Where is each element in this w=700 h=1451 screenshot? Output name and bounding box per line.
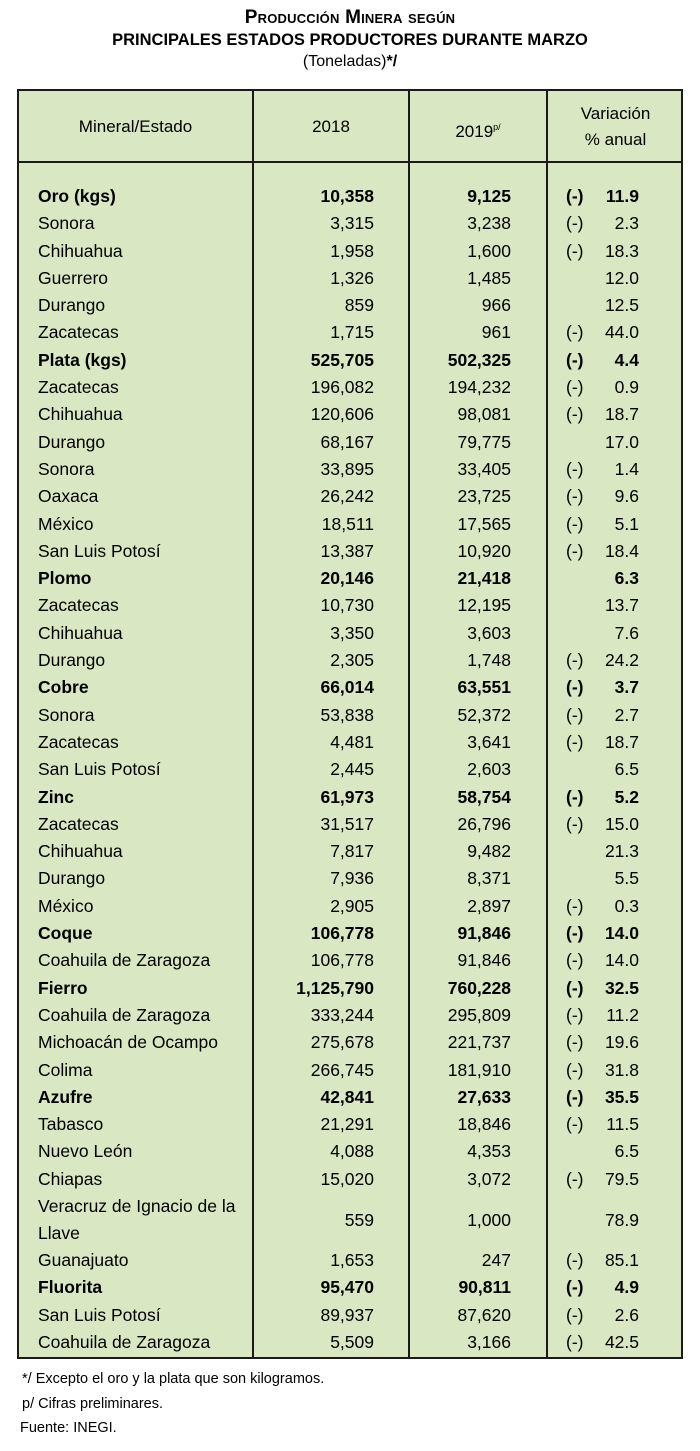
variation-percent: 5.5 [614, 868, 639, 889]
value-2019: 1,748 [467, 650, 511, 671]
variation-percent: 31.8 [604, 1059, 639, 1080]
variation-percent: 35.5 [604, 1086, 639, 1107]
state-row [19, 429, 681, 456]
variation-percent: 19.6 [604, 1032, 639, 1053]
variation-percent: 6.5 [614, 1141, 639, 1162]
value-2019: 23,725 [457, 486, 511, 507]
variation-percent: 7.6 [614, 622, 639, 643]
state-row [19, 319, 681, 346]
state-row [19, 238, 681, 265]
variation-percent: 85.1 [604, 1249, 639, 1270]
state-row [19, 647, 681, 674]
negative-sign: (-) [566, 1331, 584, 1352]
value-2019: 502,325 [447, 349, 511, 370]
state-row [19, 483, 681, 510]
value-2019: 3,238 [467, 213, 511, 234]
variation-percent: 17.0 [604, 431, 639, 452]
value-2019: 58,754 [457, 786, 511, 807]
mineral-row [19, 1084, 681, 1111]
variation-percent: 21.3 [604, 841, 639, 862]
variation-percent: 1.4 [614, 458, 639, 479]
row-name: Durango [38, 650, 106, 671]
value-2019: 26,796 [457, 813, 511, 834]
state-row [19, 729, 681, 756]
value-2019: 63,551 [457, 677, 511, 698]
value-2019: 1,485 [467, 267, 511, 288]
negative-sign: (-) [566, 404, 584, 425]
value-2018: 120,606 [310, 404, 374, 425]
negative-sign: (-) [566, 540, 584, 561]
row-name: Michoacán de Ocampo [38, 1032, 218, 1053]
negative-sign: (-) [566, 1277, 584, 1298]
variation-percent: 79.5 [604, 1168, 639, 1189]
value-2019: 87,620 [457, 1304, 511, 1325]
mineral-row [19, 1274, 681, 1301]
value-2018: 53,838 [320, 704, 374, 725]
mineral-row [19, 347, 681, 374]
value-2019: 52,372 [457, 704, 511, 725]
state-row [19, 1329, 681, 1356]
variation-percent: 32.5 [604, 977, 639, 998]
header-variacion-line2: % anual [584, 130, 647, 149]
value-2019: 295,809 [447, 1004, 511, 1025]
row-name: Azufre [38, 1086, 93, 1107]
row-name: Zinc [38, 786, 74, 807]
row-name: Zacatecas [38, 322, 119, 343]
value-2019: 221,737 [447, 1032, 511, 1053]
row-name: Sonora [38, 704, 95, 725]
value-2019: 9,482 [467, 841, 511, 862]
state-row [19, 1166, 681, 1193]
row-name: Zacatecas [38, 377, 119, 398]
negative-sign: (-) [566, 213, 584, 234]
variation-percent: 2.6 [614, 1304, 639, 1325]
negative-sign: (-) [566, 677, 584, 698]
value-2019: 18,846 [457, 1114, 511, 1135]
row-name: Sonora [38, 213, 95, 234]
value-2018: 559 [344, 1209, 374, 1230]
variation-percent: 5.1 [614, 513, 639, 534]
value-2018: 95,470 [320, 1277, 374, 1298]
value-2018: 1,715 [330, 322, 374, 343]
state-row [19, 1002, 681, 1029]
value-2019: 33,405 [457, 458, 511, 479]
negative-sign: (-) [566, 458, 584, 479]
row-name: San Luis Potosí [38, 540, 161, 561]
variation-percent: 0.3 [614, 895, 639, 916]
value-2019: 79,775 [457, 431, 511, 452]
value-2019: 91,846 [457, 950, 511, 971]
title-block [0, 6, 700, 72]
state-row [19, 511, 681, 538]
footnote-units [22, 1369, 324, 1389]
source-note: Fuente: INEGI. [20, 1420, 117, 1436]
header-variacion-line1: Variación [580, 104, 651, 123]
state-row [19, 292, 681, 319]
mineral-row [19, 565, 681, 592]
value-2018: 1,326 [330, 267, 374, 288]
row-name: Zacatecas [38, 595, 119, 616]
row-name: Durango [38, 295, 106, 316]
row-name: Plomo [38, 568, 92, 589]
value-2018: 33,895 [320, 458, 374, 479]
state-row [19, 865, 681, 892]
variation-percent: 4.4 [614, 349, 639, 370]
row-name: Fluorita [38, 1277, 103, 1298]
header-divider [19, 161, 681, 163]
value-2019: 9,125 [467, 186, 511, 206]
variation-percent: 4.9 [614, 1277, 639, 1298]
header-2019-superscript: p/ [493, 122, 501, 132]
value-2019: 194,232 [447, 377, 511, 398]
value-2018: 2,905 [330, 895, 374, 916]
value-2019: 181,910 [447, 1059, 511, 1080]
value-2018: 10,730 [320, 595, 374, 616]
variation-percent: 14.0 [604, 923, 639, 944]
variation-percent: 44.0 [604, 322, 639, 343]
negative-sign: (-) [566, 786, 584, 807]
state-row [19, 538, 681, 565]
state-row [19, 374, 681, 401]
variation-percent: 18.7 [604, 731, 639, 752]
value-2018: 10,358 [320, 186, 374, 206]
variation-percent: 13.7 [604, 595, 639, 616]
variation-percent: 11.2 [606, 1004, 639, 1025]
value-2018: 20,146 [320, 568, 374, 589]
variation-percent: 6.3 [614, 568, 639, 589]
row-name: Oaxaca [38, 486, 99, 507]
value-2018: 42,841 [320, 1086, 374, 1107]
negative-sign: (-) [566, 1004, 584, 1025]
value-2018: 18,511 [321, 513, 374, 534]
mineral-row [19, 674, 681, 701]
value-2019: 3,641 [467, 731, 511, 752]
row-name: Chiapas [38, 1168, 103, 1189]
unit-footnote-mark: */ [386, 53, 398, 70]
row-name: Cobre [38, 677, 89, 698]
header-variacion [548, 101, 683, 153]
state-row [19, 592, 681, 619]
value-2018: 266,745 [310, 1059, 374, 1080]
row-name: Fierro [38, 977, 88, 998]
row-name: Coahuila de Zaragoza [38, 1004, 211, 1025]
value-2019: 2,897 [467, 895, 511, 916]
negative-sign: (-) [566, 1304, 584, 1325]
negative-sign: (-) [566, 895, 584, 916]
value-2018: 1,958 [330, 240, 374, 261]
value-2019: 91,846 [457, 923, 511, 944]
value-2018: 61,973 [320, 786, 374, 807]
mineral-row [19, 975, 681, 1002]
row-name: Chihuahua [38, 841, 123, 862]
header-2018: 2018 [312, 117, 350, 136]
row-name: Oro (kgs) [38, 186, 116, 206]
row-name: Guanajuato [38, 1249, 129, 1270]
variation-percent: 0.9 [614, 377, 639, 398]
row-name: México [38, 895, 94, 916]
state-row [19, 265, 681, 292]
value-2018: 2,445 [330, 759, 374, 780]
row-name: Chihuahua [38, 404, 123, 425]
value-2018: 7,817 [330, 841, 374, 862]
state-row [19, 756, 681, 783]
negative-sign: (-) [566, 513, 584, 534]
state-row [19, 1247, 681, 1274]
mineral-row [19, 183, 681, 210]
negative-sign: (-) [566, 322, 584, 343]
value-2018: 196,082 [310, 377, 374, 398]
negative-sign: (-) [566, 977, 584, 998]
variation-percent: 2.7 [614, 704, 639, 725]
negative-sign: (-) [566, 923, 584, 944]
row-name: Veracruz de Ignacio de la Llave [38, 1195, 236, 1243]
variation-percent: 42.5 [604, 1331, 639, 1352]
value-2019: 8,371 [467, 868, 511, 889]
variation-percent: 5.2 [614, 786, 639, 807]
value-2018: 5,509 [330, 1331, 374, 1352]
value-2018: 68,167 [320, 431, 374, 452]
row-name: Coahuila de Zaragoza [38, 1331, 211, 1352]
negative-sign: (-) [566, 1249, 584, 1270]
value-2019: 966 [481, 295, 511, 316]
value-2019: 3,603 [467, 622, 511, 643]
header-2019 [410, 114, 546, 145]
table-title: Producción Minera según [244, 7, 456, 28]
value-2019: 961 [481, 322, 511, 343]
value-2018: 21,291 [320, 1114, 374, 1135]
mineral-row [19, 920, 681, 947]
negative-sign: (-) [566, 486, 584, 507]
state-row [19, 620, 681, 647]
value-2018: 333,244 [310, 1004, 374, 1025]
value-2018: 3,315 [330, 213, 374, 234]
negative-sign: (-) [566, 950, 584, 971]
value-2018: 7,936 [330, 868, 374, 889]
row-name: Nuevo León [38, 1141, 133, 1162]
negative-sign: (-) [566, 650, 584, 671]
state-row [19, 893, 681, 920]
value-2019: 21,418 [457, 568, 511, 589]
state-row [19, 1057, 681, 1084]
value-2018: 859 [344, 295, 374, 316]
table-unit [0, 51, 700, 72]
row-name: Chihuahua [38, 622, 123, 643]
state-row [19, 210, 681, 237]
variation-percent: 78.9 [604, 1209, 639, 1230]
value-2018: 106,778 [310, 950, 374, 971]
footnote-mark: */ [22, 1371, 32, 1387]
value-2018: 15,020 [320, 1168, 374, 1189]
value-2018: 1,125,790 [296, 977, 374, 998]
state-row [19, 702, 681, 729]
variation-percent: 24.2 [604, 650, 639, 671]
value-2019: 27,633 [457, 1086, 511, 1107]
variation-percent: 15.0 [604, 813, 639, 834]
variation-percent: 11.5 [606, 1114, 639, 1135]
row-name: Coque [38, 923, 93, 944]
value-2018: 1,653 [330, 1249, 374, 1270]
value-2018: 3,350 [330, 622, 374, 643]
value-2018: 66,014 [320, 677, 374, 698]
value-2019: 2,603 [467, 759, 511, 780]
negative-sign: (-) [566, 1032, 584, 1053]
negative-sign: (-) [566, 377, 584, 398]
table-body [19, 183, 681, 1356]
row-name: Zacatecas [38, 731, 119, 752]
negative-sign: (-) [566, 186, 584, 206]
variation-percent: 12.5 [604, 295, 639, 316]
variation-percent: 6.5 [614, 759, 639, 780]
value-2019: 1,600 [467, 240, 511, 261]
value-2019: 4,353 [467, 1141, 511, 1162]
value-2018: 4,481 [330, 731, 374, 752]
negative-sign: (-) [566, 704, 584, 725]
variation-percent: 18.3 [604, 240, 639, 261]
state-row [19, 456, 681, 483]
header-mineral: Mineral/Estado [78, 117, 193, 136]
state-row [19, 1302, 681, 1329]
row-name: Sonora [38, 458, 95, 479]
value-2019: 3,072 [467, 1168, 511, 1189]
row-name: Colima [38, 1059, 93, 1080]
negative-sign: (-) [566, 240, 584, 261]
row-name: Plata (kgs) [38, 349, 127, 370]
state-row [19, 1138, 681, 1165]
footnote-units-text: Excepto el oro y la plata que son kilogramos. [31, 1371, 325, 1387]
row-name: San Luis Potosí [38, 1304, 161, 1325]
value-2018: 4,088 [330, 1141, 374, 1162]
state-row [19, 1193, 681, 1247]
negative-sign: (-) [566, 1086, 584, 1107]
row-name: Zacatecas [38, 813, 119, 834]
value-2018: 13,387 [320, 540, 374, 561]
unit-text: (Toneladas) [302, 53, 387, 70]
state-row [19, 401, 681, 428]
mineral-row [19, 784, 681, 811]
negative-sign: (-) [566, 813, 584, 834]
variation-percent: 3.7 [614, 677, 639, 698]
value-2019: 3,166 [467, 1331, 511, 1352]
row-name: Durango [38, 868, 106, 889]
value-2019: 98,081 [457, 404, 511, 425]
variation-percent: 12.0 [604, 267, 639, 288]
value-2018: 106,778 [310, 923, 374, 944]
state-row [19, 811, 681, 838]
variation-percent: 11.9 [605, 186, 639, 206]
row-name: México [38, 513, 94, 534]
header-2019-label: 2019 [455, 122, 494, 141]
variation-percent: 9.6 [614, 486, 639, 507]
row-name: Tabasco [38, 1114, 104, 1135]
value-2018: 275,678 [310, 1032, 374, 1053]
value-2019: 10,920 [457, 540, 511, 561]
value-2019: 247 [481, 1249, 511, 1270]
variation-percent: 18.7 [604, 404, 639, 425]
value-2019: 12,195 [457, 595, 511, 616]
state-row [19, 1029, 681, 1056]
negative-sign: (-) [566, 1059, 584, 1080]
row-name: Guerrero [38, 267, 109, 288]
row-name: Coahuila de Zaragoza [38, 950, 211, 971]
variation-percent: 2.3 [614, 213, 639, 234]
state-row [19, 838, 681, 865]
state-row [19, 1111, 681, 1138]
value-2019: 17,565 [457, 513, 511, 534]
negative-sign: (-) [566, 1168, 584, 1189]
footnote-preliminary: p/ Cifras preliminares. [22, 1396, 164, 1412]
row-name: Durango [38, 431, 106, 452]
negative-sign: (-) [566, 1114, 584, 1135]
row-name: Chihuahua [38, 240, 123, 261]
value-2018: 89,937 [320, 1304, 374, 1325]
row-name: San Luis Potosí [38, 759, 161, 780]
value-2019: 760,228 [447, 977, 511, 998]
value-2019: 90,811 [458, 1277, 511, 1298]
variation-percent: 14.0 [604, 950, 639, 971]
negative-sign: (-) [566, 349, 584, 370]
negative-sign: (-) [566, 731, 584, 752]
value-2018: 525,705 [310, 349, 374, 370]
value-2019: 1,000 [467, 1209, 511, 1230]
table-subtitle: PRINCIPALES ESTADOS PRODUCTORES DURANTE MARZO [112, 31, 588, 49]
variation-percent: 18.4 [604, 540, 639, 561]
value-2018: 26,242 [320, 486, 374, 507]
value-2018: 31,517 [320, 813, 374, 834]
value-2018: 2,305 [330, 650, 374, 671]
state-row [19, 947, 681, 974]
